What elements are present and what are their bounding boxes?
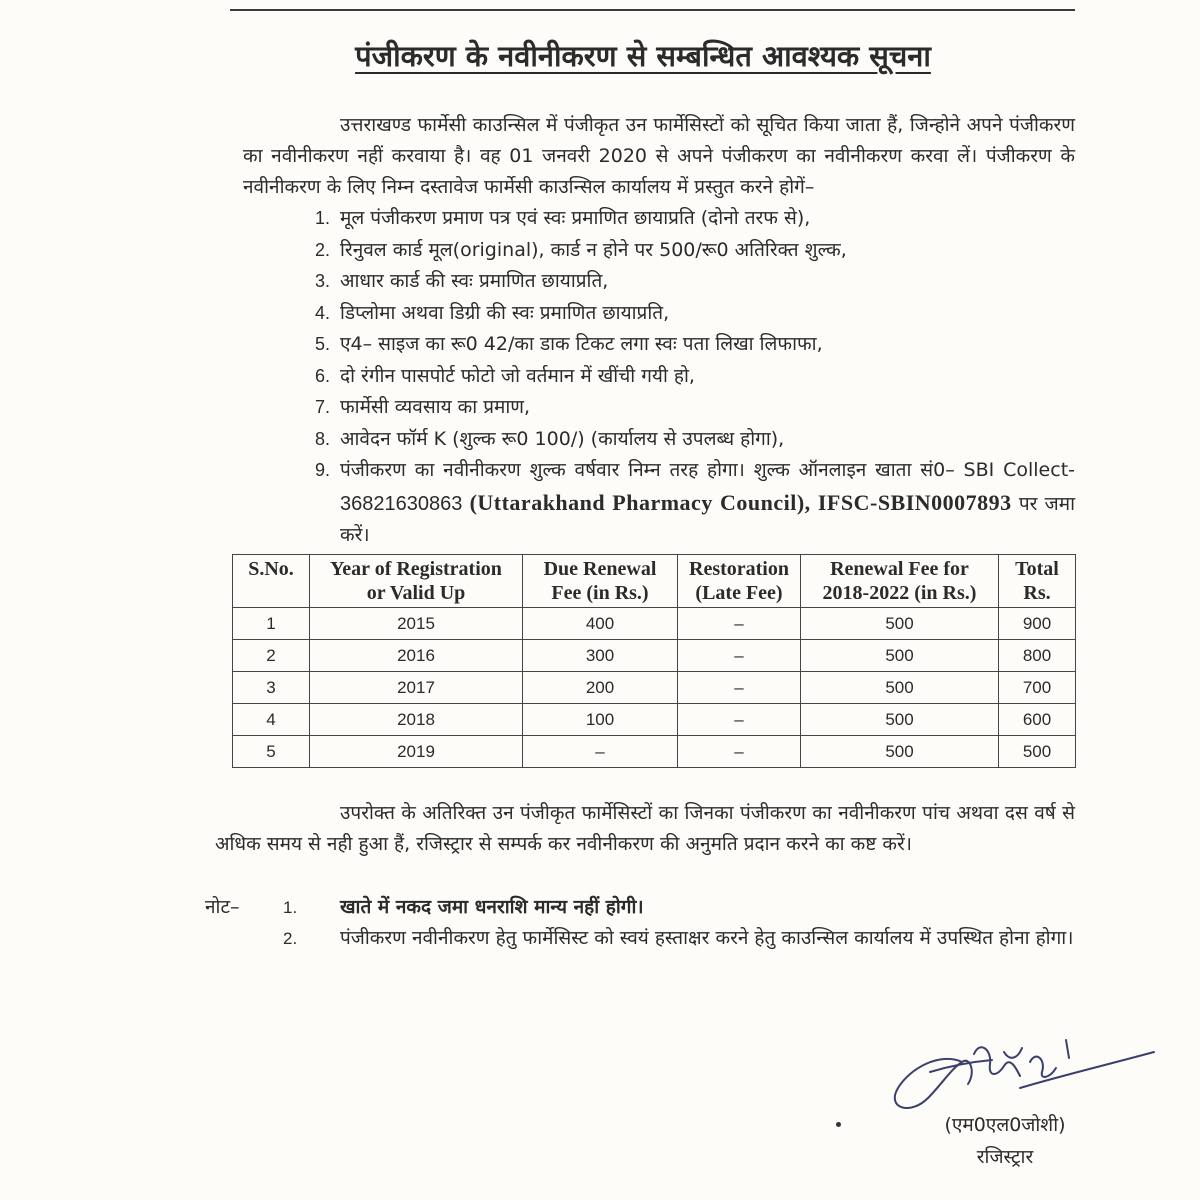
item-text: ए4– साइज का रू0 42/का डाक टिकट लगा स्वः पता लिखा लिफाफा, [340,333,823,355]
list-item [300,424,1075,456]
column-header-year: Year of Registration or Valid Up [310,554,523,607]
item-text: आवेदन फॉर्म K (शुल्क रू0 100/) (कार्यालय से उपलब्ध होगा), [340,427,785,450]
cell-due-fee: 400 [523,607,678,639]
fee-payment-text [340,455,1075,552]
column-header-total: Total Rs. [999,554,1076,607]
account-number: 36821630863 [340,492,463,515]
note-number: 1. [283,897,298,917]
item-number: 4. [314,302,330,323]
item-text: दो रंगीन पासपोर्ट फोटो जो वर्तमान में खींची गयी हो, [340,364,695,387]
item-text: रिनुवल कार्ड मूल(original), कार्ड न होने पर 500/रू0 अतिरिक्त शुल्क, [340,238,847,261]
table-row [233,639,1076,671]
column-header-renewal-fee: Renewal Fee for 2018-2022 (in Rs.) [801,554,999,607]
ifsc-code: SBIN0007893 [877,489,1012,515]
item-text: डिप्लोमा अथवा डिग्री की स्वः प्रमाणित छायाप्रति, [340,301,670,324]
note-text: खाते में नकद जमा धनराशि मान्य नहीं होगी। [340,895,644,918]
additional-note-paragraph: उपरोक्त के अतिरिक्त उन पंजीकृत फार्मेसिस्टों का जिनका पंजीकरण का नवीनीकरण पांच अथवा दस वर्ष से अधिक समय से नही हुआ हैं, रजिस्ट्रार से सम्पर्क कर नवीनीकरण की अनुमति प्रदान करने का कष्ट करें। [215,801,1075,855]
list-item [300,266,1075,298]
note-number: 2. [283,929,298,948]
cell-year: 2019 [310,735,523,767]
fee-payment-instruction: पंजीकरण का नवीनीकरण शुल्क वर्षवार निम्न तरह होगा। शुल्क ऑनलाइन खाता सं0– SBI Collect- [340,459,1075,481]
cell-renewal-fee: 500 [801,607,999,639]
cell-late-fee: – [678,671,801,703]
cell-serial: 3 [233,671,310,703]
ink-dot [836,1122,841,1127]
column-header-serial: S.No. [233,554,310,607]
header-rule [230,9,1075,11]
item-text: मूल पंजीकरण प्रमाण पत्र एवं स्वः प्रमाणित छायाप्रति (दोनो तरफ से), [340,207,811,229]
note-text: पंजीकरण नवीनीकरण हेतु फार्मेसिस्ट को स्वयं हस्ताक्षर करने हेतु काउन्सिल कार्यालय में उपस्थित होना होगा। [340,927,1074,949]
cell-renewal-fee: 500 [801,703,999,735]
document-list [300,203,1075,552]
cell-due-fee: 100 [523,703,678,735]
cell-serial: 2 [233,639,310,671]
list-item [300,392,1075,424]
table-row [233,703,1076,735]
signatory-name: (एम0एल0जोशी) [944,1114,1066,1136]
item-number: 5. [314,334,330,354]
cell-due-fee: 200 [523,671,678,703]
list-item [300,361,1075,393]
cell-due-fee: 300 [523,639,678,671]
notice-title [143,34,1143,78]
notice-title-text: पंजीकरण के नवीनीकरण से सम्बन्धित आवश्यक सूचना [355,39,931,73]
ifsc-label: IFSC- [817,489,878,515]
cell-renewal-fee: 500 [801,639,999,671]
intro-paragraph: उत्तराखण्ड फार्मेसी काउन्सिल में पंजीकृत उन फार्मेसिस्टों को सूचित किया जाता हैं, जिन्होने अपने पंजीकरण का नवीनीकरण नहीं करवाया है। वह 01 जनवरी 2020 से अपने पंजीकरण का नवीनीकरण करवा लें। पंजीकरण के नवीनीकरण के लिए निम्न दस्तावेज फार्मेसी काउन्सिल कार्यालय में प्रस्तुत करने होगें– [243,114,1075,198]
fee-payment-suffix: पर जमा करें। [340,492,1076,546]
handwritten-signature [870,1032,1160,1122]
cell-year: 2016 [310,639,523,671]
signatory-designation: रजिस्ट्रार [976,1146,1034,1168]
item-number: 3. [314,271,330,291]
cell-year: 2018 [310,703,523,735]
cell-total: 800 [999,639,1076,671]
notice-body [0,110,1200,955]
list-item [300,235,1075,267]
cell-late-fee: – [678,639,801,671]
list-item [300,329,1075,361]
column-header-late-fee: Restoration (Late Fee) [678,554,801,607]
cell-serial: 1 [233,607,310,639]
cell-serial: 5 [233,735,310,767]
column-header-due-fee: Due Renewal Fee (in Rs.) [523,554,678,607]
item-number: 2. [314,239,330,260]
list-item [300,298,1075,330]
item-number: 6. [314,365,330,386]
cell-due-fee: – [523,735,678,767]
item-text: आधार कार्ड की स्वः प्रमाणित छायाप्रति, [340,270,609,292]
table-row [233,735,1076,767]
notes-label: नोट– [205,895,240,918]
cell-late-fee: – [678,607,801,639]
item-text: फार्मेसी व्यवसाय का प्रमाण, [340,396,531,418]
renewal-fee-table [232,554,1076,768]
table-header-row [233,554,1076,607]
item-number: 8. [314,428,330,449]
cell-total: 900 [999,607,1076,639]
item-number: 9. [314,460,330,480]
cell-late-fee: – [678,703,801,735]
table-row [233,607,1076,639]
table-row [233,671,1076,703]
cell-year: 2015 [310,607,523,639]
account-name: (Uttarakhand Pharmacy Council), [469,489,811,515]
fee-payment-item [300,455,1075,552]
cell-total: 600 [999,703,1076,735]
cell-renewal-fee: 500 [801,735,999,767]
notes-label-spacer [205,923,283,955]
cell-year: 2017 [310,671,523,703]
cell-total: 700 [999,671,1076,703]
cell-total: 500 [999,735,1076,767]
cell-serial: 4 [233,703,310,735]
item-number: 1. [314,208,330,228]
cell-late-fee: – [678,735,801,767]
list-item [300,203,1075,235]
item-number: 7. [314,397,330,417]
cell-renewal-fee: 500 [801,671,999,703]
notes-section [205,892,1075,955]
